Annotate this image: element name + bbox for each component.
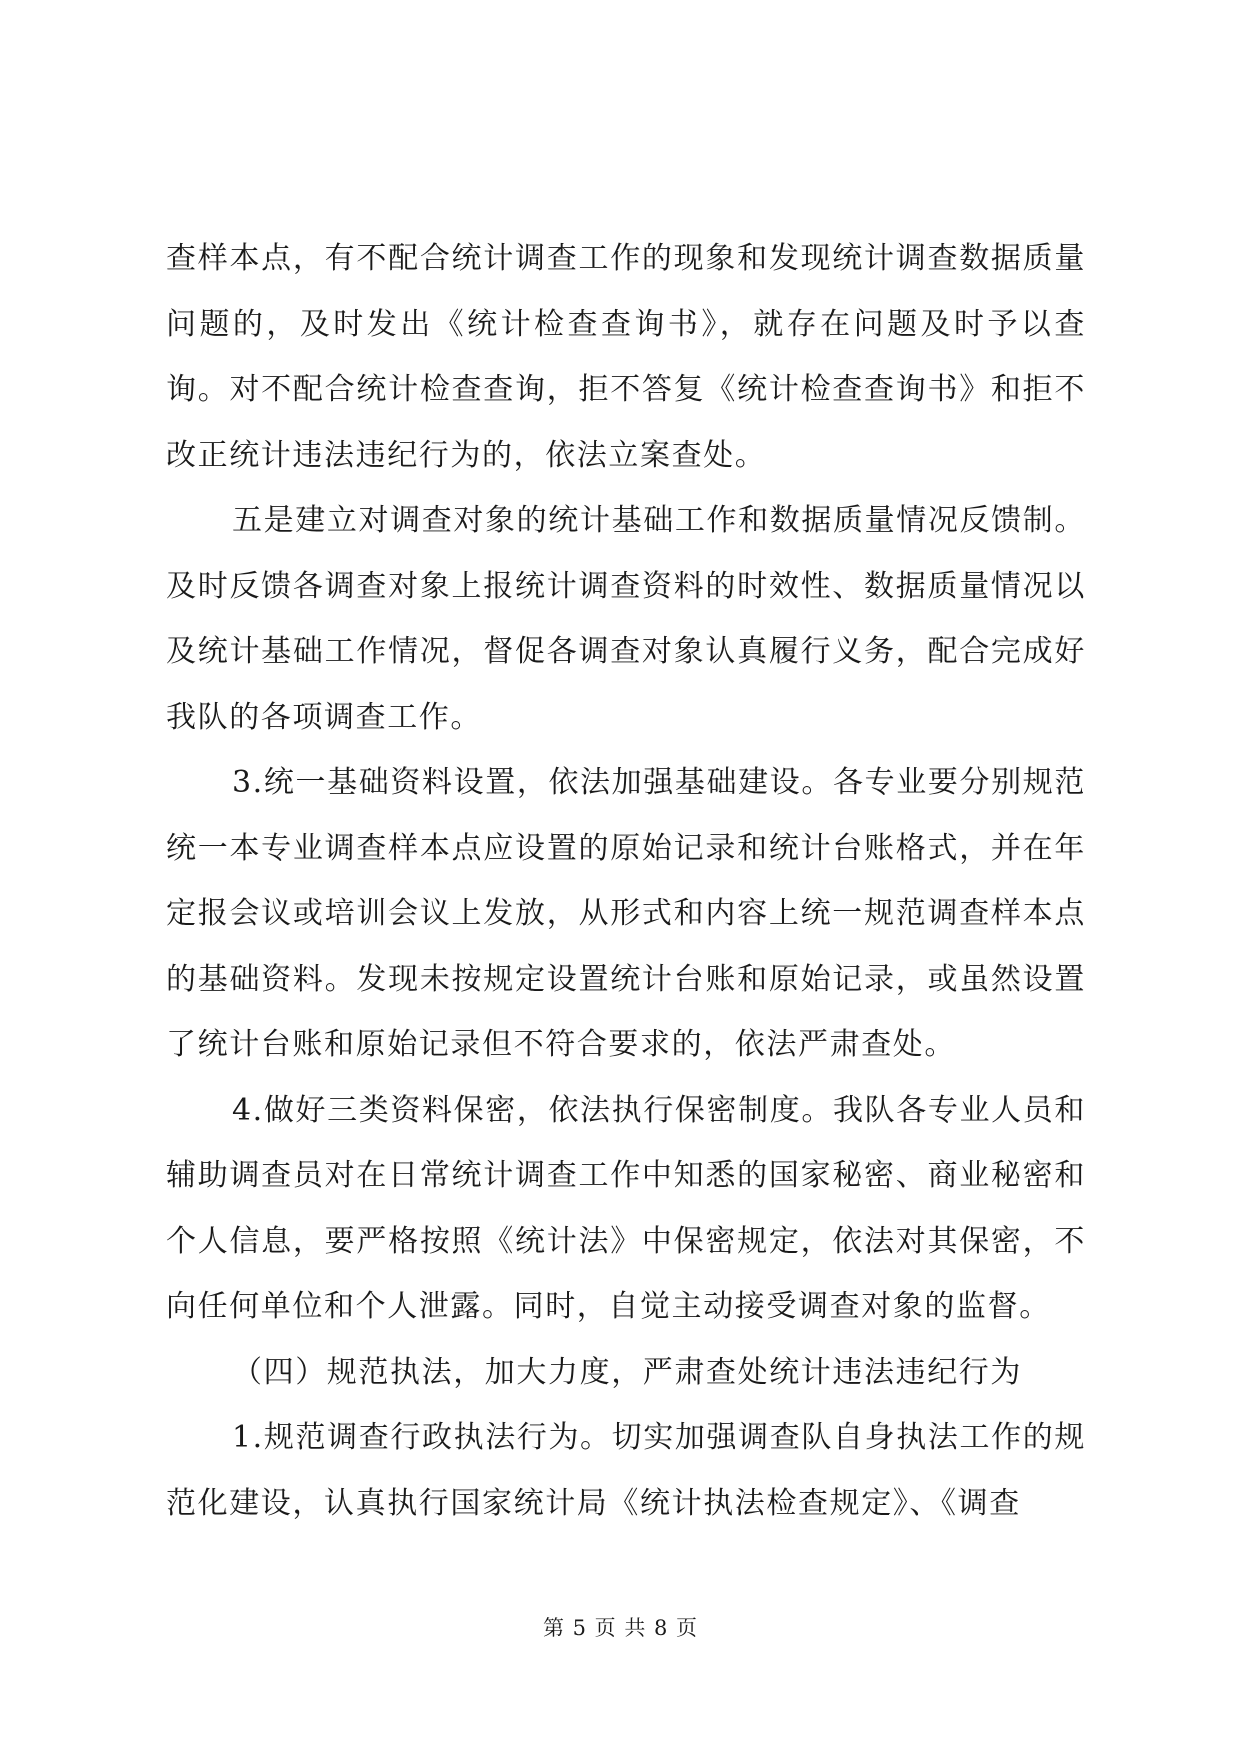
section-heading-four: （四）规范执法，加大力度，严肃查处统计违法违纪行为 <box>232 1354 1022 1390</box>
paragraph-confidentiality: 4.做好三类资料保密，依法执行保密制度。我队各专业人员和辅助调查员对在日常统计调查工作中知悉的国家秘密、商业秘密和个人信息，要严格按照《统计法》中保密规定，依法对其保密，不向任何单位和个人泄露。同时，自觉主动接受调查对象的监督。 <box>166 1092 1086 1324</box>
page-footer: 第 5 页 共 8 页 <box>542 1616 699 1640</box>
paragraph-law-enforcement: 1.规范调查行政执法行为。切实加强调查队自身执法工作的规范化建设，认真执行国家统计局《统计执法检查规定》、《调查 <box>166 1420 1086 1521</box>
paragraph-continuation: 查样本点，有不配合统计调查工作的现象和发现统计调查数据质量问题的，及时发出《统计检查查询书》，就存在问题及时予以查询。对不配合统计检查查询，拒不答复《统计检查查询书》和拒不改正统计违法违纪行为的，依法立案查处。 <box>166 241 1086 473</box>
paragraph-feedback-mechanism: 五是建立对调查对象的统计基础工作和数据质量情况反馈制。及时反馈各调查对象上报统计调查资料的时效性、数据质量情况以及统计基础工作情况，督促各调查对象认真履行义务，配合完成好我队的各项调查工作。 <box>166 503 1086 735</box>
document-body <box>166 226 1086 1536</box>
paragraph-basic-materials: 3.统一基础资料设置，依法加强基础建设。各专业要分别规范统一本专业调查样本点应设置的原始记录和统计台账格式，并在年定报会议或培训会议上发放，从形式和内容上统一规范调查样本点的基础资料。发现未按规定设置统计台账和原始记录，或虽然设置了统计台账和原始记录但不符合要求的，依法严肃查处。 <box>166 765 1086 1062</box>
